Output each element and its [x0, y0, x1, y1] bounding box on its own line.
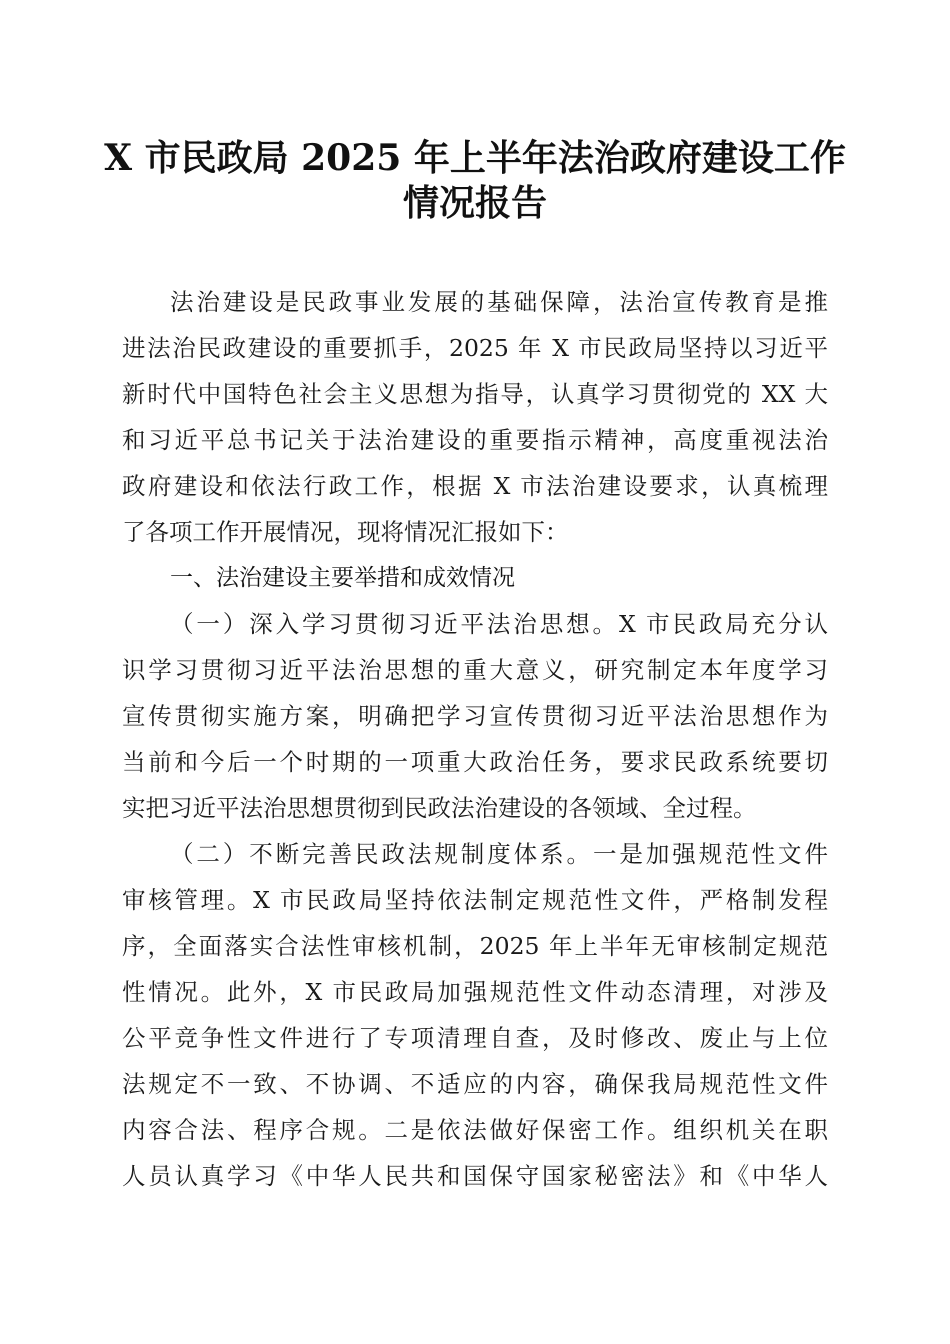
paragraph-line: 实把习近平法治思想贯彻到民政法治建设的各领域、全过程。: [122, 794, 757, 822]
paragraph-line: 当前和今后一个时期的一项重大政治任务，要求民政系统要切: [122, 748, 828, 776]
intro-line: 和习近平总书记关于法治建设的重要指示精神，高度重视法治: [122, 426, 828, 454]
paragraph-line: 识学习贯彻习近平法治思想的重大意义，研究制定本年度学习: [122, 656, 828, 684]
paragraph-line: 内容合法、程序合规。二是依法做好保密工作。组织机关在职: [122, 1116, 828, 1144]
paragraph-line: 审核管理。X 市民政局坚持依法制定规范性文件，严格制发程: [122, 886, 828, 914]
paragraph-line: 宣传贯彻实施方案，明确把学习宣传贯彻习近平法治思想作为: [122, 702, 828, 730]
title-line: 情况报告: [402, 182, 547, 224]
paragraph-line: （二）不断完善民政法规制度体系。一是加强规范性文件: [170, 840, 828, 868]
intro-line: 法治建设是民政事业发展的基础保障，法治宣传教育是推: [170, 288, 828, 316]
intro-line: 进法治民政建设的重要抓手，2025 年 X 市民政局坚持以习近平: [122, 334, 828, 362]
intro-line: 了各项工作开展情况，现将情况汇报如下：: [122, 518, 569, 546]
section-heading: 一、法治建设主要举措和成效情况: [170, 565, 515, 591]
paragraph-line: 性情况。此外，X 市民政局加强规范性文件动态清理，对涉及: [122, 978, 828, 1006]
intro-line: 政府建设和依法行政工作，根据 X 市法治建设要求，认真梳理: [122, 472, 828, 500]
document-title: [100, 136, 850, 226]
title-line: X 市民政局 2025 年上半年法治政府建设工作: [104, 137, 846, 179]
paragraph-line: （一）深入学习贯彻习近平法治思想。X 市民政局充分认: [170, 610, 828, 638]
paragraph-line: 人员认真学习《中华人民共和国保守国家秘密法》和《中华人: [122, 1162, 828, 1190]
document-body: [122, 279, 828, 1199]
intro-line: 新时代中国特色社会主义思想为指导，认真学习贯彻党的 XX 大: [122, 380, 828, 408]
paragraph-line: 序，全面落实合法性审核机制，2025 年上半年无审核制定规范: [122, 932, 828, 960]
paragraph-line: 公平竞争性文件进行了专项清理自查，及时修改、废止与上位: [122, 1024, 828, 1052]
paragraph-line: 法规定不一致、不协调、不适应的内容，确保我局规范性文件: [122, 1070, 828, 1098]
